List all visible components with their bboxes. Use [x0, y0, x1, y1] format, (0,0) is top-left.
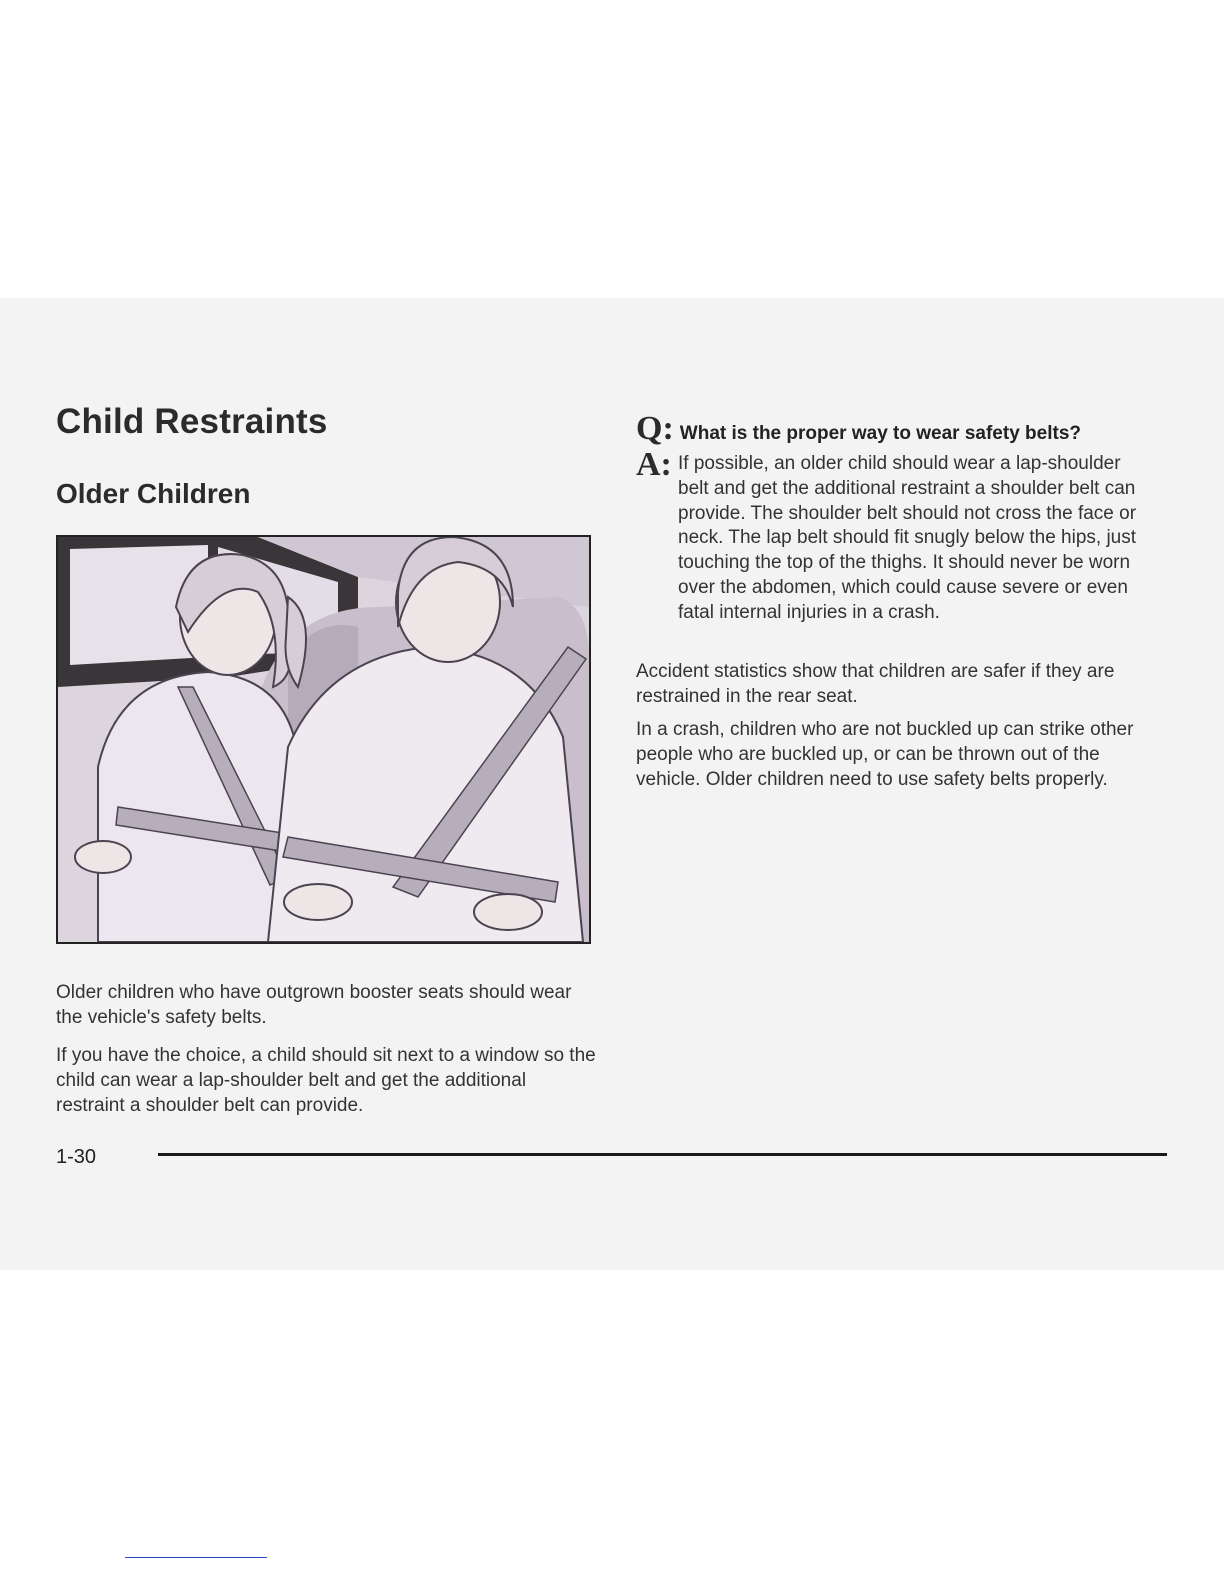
answer-text: If possible, an older child should wear a lap-shoulder belt and get the additional restraint a shoulder belt can provide. The shoulder belt should not cross the face or neck. The lap belt should fit snugly below the hips, just touching the top of the thighs. It should never be worn over the abdomen, which could cause severe or even fatal internal injuries in a crash.: [678, 453, 1137, 623]
question-block: [636, 410, 1156, 448]
right-paragraph: In a crash, children who are not buckled up can strike other people who are buckled up, or can be thrown out of the vehicle. Older children need to use safety belts properly.: [636, 719, 1134, 790]
question-marker: Q:: [636, 410, 674, 447]
page-title: Child Restraints: [56, 402, 328, 441]
answer-block: [636, 446, 1156, 626]
bottom-link-underline: [125, 1557, 267, 1558]
answer-marker: A:: [636, 446, 672, 483]
right-paragraph: Accident statistics show that children are safer if they are restrained in the rear seat.: [636, 661, 1115, 707]
children-seat-belt-illustration: [56, 535, 591, 944]
left-paragraph: If you have the choice, a child should sit next to a window so the child can wear a lap-shoulder belt and get the additional restraint a shoulder belt can provide.: [56, 1045, 596, 1116]
footer-rule: [158, 1153, 1167, 1156]
section-heading: Older Children: [56, 478, 251, 509]
question-text: What is the proper way to wear safety belts?: [679, 423, 1081, 444]
page-number: 1-30: [56, 1146, 97, 1168]
left-paragraph: Older children who have outgrown booster seats should wear the vehicle's safety belts.: [56, 982, 572, 1028]
